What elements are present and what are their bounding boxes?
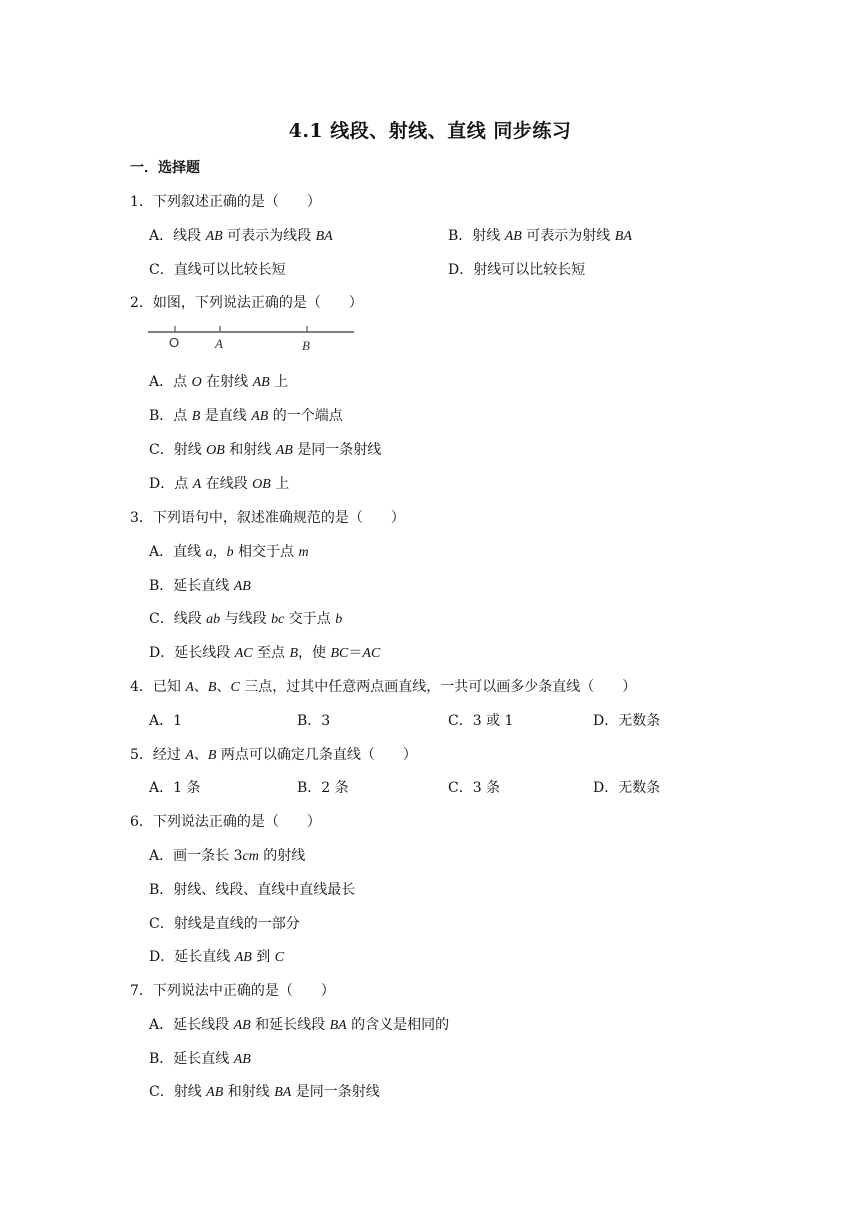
q7-option-b: B．延长直线 AB — [149, 1051, 251, 1067]
q6-option-b: B．射线、线段、直线中直线最长 — [149, 882, 356, 898]
q6-option-d: D．延长直线 AB 到 C — [149, 949, 285, 965]
question-4-stem: 4．已知 A、B、C 三点，过其中任意两点画直线，一共可以画多少条直线（ ） — [130, 679, 637, 695]
q4-option-a: A．1 — [149, 713, 183, 729]
q1-option-b: B．射线 AB 可表示为射线 BA — [448, 228, 632, 244]
q7-option-a: A．延长线段 AB 和延长线段 BA 的含义是相同的 — [149, 1017, 450, 1033]
question-3-stem: 3．下列语句中，叙述准确规范的是（ ） — [130, 510, 405, 526]
label-o: O — [169, 335, 180, 350]
q1-option-c: C．直线可以比较长短 — [149, 262, 286, 278]
q2-option-b: B．点 B 是直线 AB 的一个端点 — [149, 408, 343, 424]
q4-option-b: B．3 — [297, 713, 331, 729]
line-figure — [146, 322, 361, 358]
q2-option-a: A．点 O 在射线 AB 上 — [149, 374, 289, 390]
question-2-stem: 2．如图，下列说法正确的是（ ） — [130, 295, 363, 311]
q2-option-c: C．射线 OB 和射线 AB 是同一条射线 — [149, 442, 382, 458]
question-5-stem: 5．经过 A、B 两点可以确定几条直线（ ） — [130, 747, 417, 763]
q1-option-d: D．射线可以比较长短 — [448, 262, 586, 278]
q5-option-a: A．1 条 — [149, 780, 201, 796]
q6-option-c: C．射线是直线的一部分 — [149, 916, 300, 932]
q6-option-a: A．画一条长 3cm 的射线 — [149, 848, 306, 864]
question-6-stem: 6．下列说法正确的是（ ） — [130, 814, 321, 830]
section-heading: 一．选择题 — [130, 160, 200, 176]
q1-option-a: A．线段 AB 可表示为线段 BA — [149, 228, 333, 244]
q4-option-d: D．无数条 — [593, 713, 661, 729]
q5-option-d: D．无数条 — [593, 780, 661, 796]
label-b: B — [302, 338, 310, 353]
page-title: 4.1 线段、射线、直线 同步练习 — [288, 120, 572, 142]
q5-option-b: B．2 条 — [297, 780, 349, 796]
q3-option-a: A．直线 a，b 相交于点 m — [149, 544, 309, 560]
q3-option-d: D．延长线段 AC 至点 B，使 BC＝AC — [149, 645, 381, 661]
q2-option-d: D．点 A 在线段 OB 上 — [149, 476, 290, 492]
question-7-stem: 7．下列说法中正确的是（ ） — [130, 983, 335, 999]
q3-option-b: B．延长直线 AB — [149, 578, 251, 594]
question-1-stem: 1．下列叙述正确的是（ ） — [130, 194, 321, 210]
q3-option-c: C．线段 ab 与线段 bc 交于点 b — [149, 611, 343, 627]
q7-option-c: C．射线 AB 和射线 BA 是同一条射线 — [149, 1084, 380, 1100]
q5-option-c: C．3 条 — [448, 780, 501, 796]
label-a: A — [215, 336, 223, 351]
q4-option-c: C．3 或 1 — [448, 713, 514, 729]
